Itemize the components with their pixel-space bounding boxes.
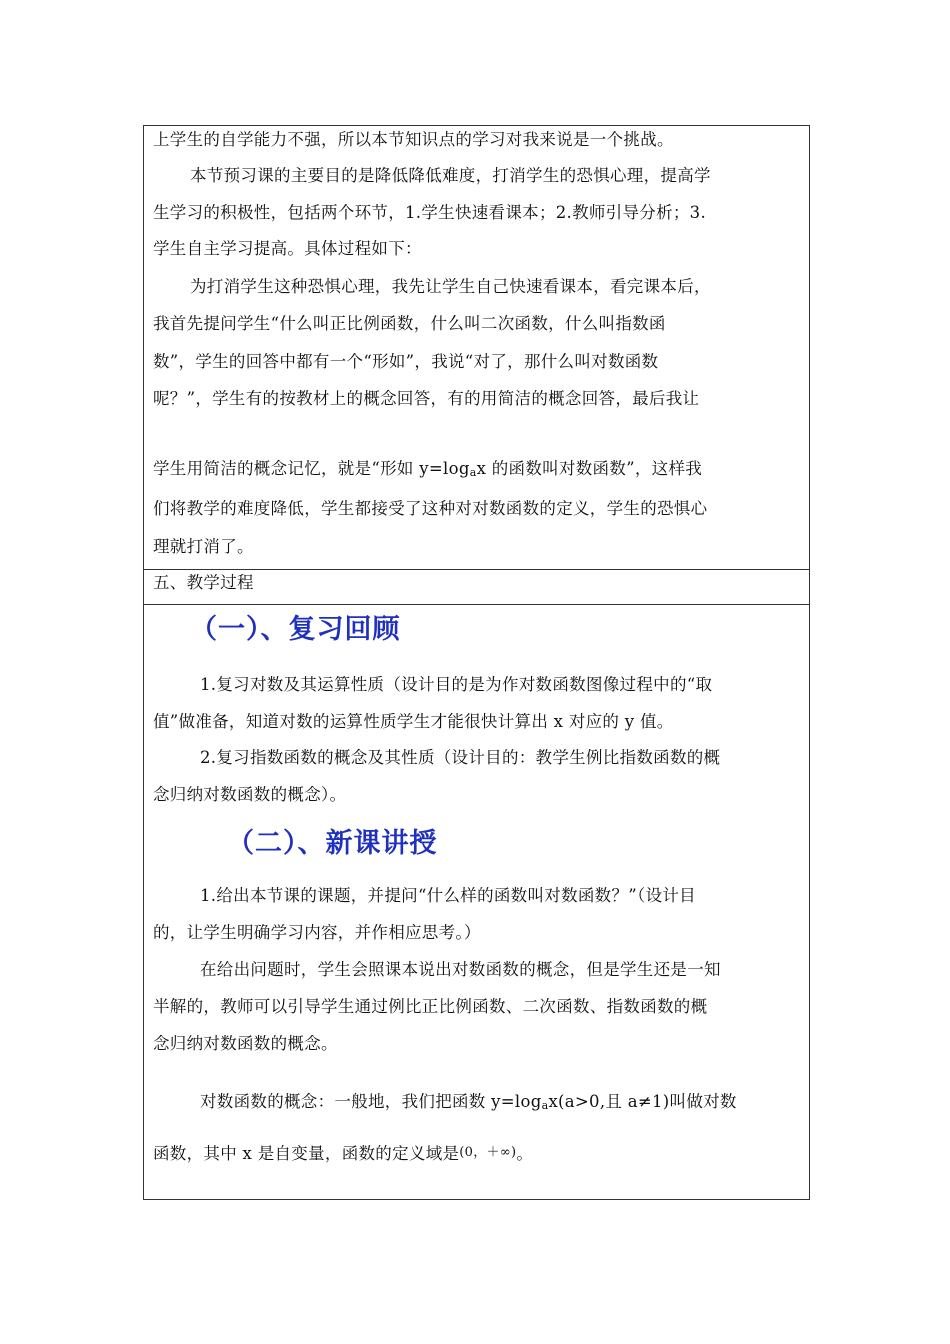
paragraph-line: 本节预习课的主要目的是降低降低难度，打消学生的恐惧心理，提高学 — [190, 166, 711, 185]
paragraph-line: 为打消学生这种恐惧心理，我先让学生自己快速看课本，看完课本后， — [190, 277, 711, 296]
paragraph-line: 的，让学生明确学习内容，并作相应思考。） — [153, 923, 481, 942]
paragraph-line: 生学习的积极性，包括两个环节，1.学生快速看课本；2.教师引导分析；3. — [153, 203, 707, 222]
paragraph-line: 念归纳对数函数的概念。 — [153, 1034, 338, 1053]
new-lesson-heading: （二）、新课讲授 — [227, 828, 438, 859]
paragraph-line-formula: 学生用简洁的概念记忆，就是“形如 y=logax 的函数叫对数函数”，这样我 — [153, 459, 703, 479]
paragraph-line: 们将教学的难度降低，学生都接受了这种对对数函数的定义，学生的恐惧心 — [153, 499, 708, 518]
paragraph-line: 2.复习指数函数的概念及其性质（设计目的：教学生例比指数函数的概 — [200, 748, 721, 767]
paragraph-line: 呢？”，学生有的按教材上的概念回答，有的用简洁的概念回答，最后我让 — [153, 389, 700, 408]
paragraph-line: 上学生的自学能力不强，所以本节知识点的学习对我来说是一个挑战。 — [153, 130, 674, 149]
paragraph-line: 数”，学生的回答中都有一个“形如”，我说“对了，那什么叫对数函数 — [153, 352, 659, 371]
row-divider-bottom — [144, 604, 809, 605]
definition-domain-line: 函数，其中 x 是自变量，函数的定义域是(0，＋∞)。 — [153, 1144, 534, 1163]
paragraph-line: 我首先提问学生“什么叫正比例函数，什么叫二次函数，什么叫指数函 — [153, 314, 666, 333]
paragraph-line: 半解的，教师可以引导学生通过例比正比例函数、二次函数、指数函数的概 — [153, 997, 708, 1016]
paragraph-line: 值”做准备，知道对数的运算性质学生才能很快计算出 x 对应的 y 值。 — [153, 712, 674, 731]
paragraph-line: 在给出问题时，学生会照课本说出对数函数的概念，但是学生还是一知 — [200, 960, 721, 979]
paragraph-line: 念归纳对数函数的概念）。 — [153, 785, 347, 804]
review-heading: （一）、复习回顾 — [190, 614, 401, 645]
row-divider-top — [144, 569, 809, 570]
paragraph-line: 学生自主学习提高。具体过程如下： — [153, 239, 422, 258]
paragraph-line: 理就打消了。 — [153, 537, 254, 556]
paragraph-line: 1.给出本节课的课题，并提问“什么样的函数叫对数函数？”（设计目 — [200, 886, 696, 905]
paragraph-line: 1.复习对数及其运算性质（设计目的是为作对数函数图像过程中的“取 — [200, 675, 713, 694]
section-header: 五、教学过程 — [153, 573, 254, 592]
definition-line: 对数函数的概念：一般地，我们把函数 y=logax(a>0,且 a≠1)叫做对数 — [200, 1092, 737, 1112]
